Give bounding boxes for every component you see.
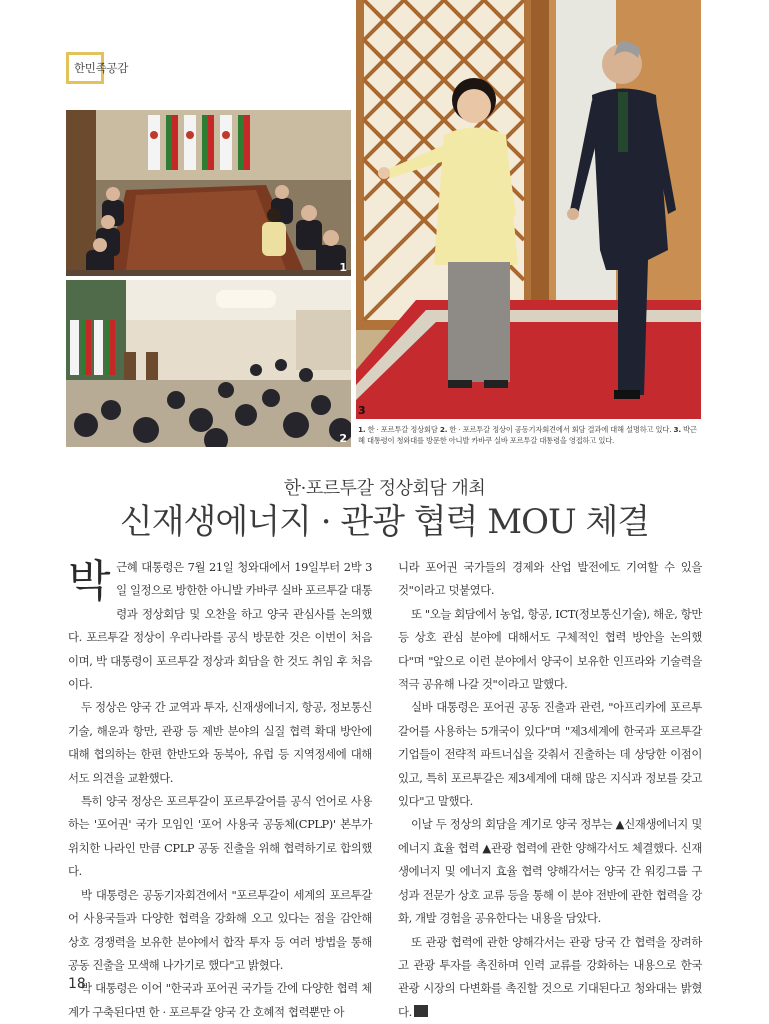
paragraph: 박 대통령은 이어 "한국과 포어권 국가들 간에 다양한 협력 체계가 구축된다면 한 · 포르투갈 양국 간 호혜적 협력뿐만 아 [68, 981, 372, 1019]
paragraph: 또 "오늘 회담에서 농업, 항공, ICT(정보통신기술), 해운, 항만 등 상호 관심 분야에 대해서도 구체적인 협력 방안을 논의했다"며 "앞으로 이런 분야에서 양국이 보유한 인프라와 기술력을 적극 공유해 나갈 것"이라고 말했다. [398, 606, 702, 692]
caption-1-text: 한 · 포르투갈 정상회담 [367, 425, 438, 434]
page-number: 18 [68, 976, 86, 992]
end-mark-icon [414, 1005, 428, 1017]
paragraph: 특히 양국 정상은 포르투갈이 포르투갈어를 공식 언어로 사용하는 '포어권' 국가 모임인 '포어 사용국 공동체(CPLP)' 본부가 위치한 나라인 만큼 CPLP 공동 진출을 위해 협력하기로 합의했다. [68, 794, 372, 879]
section-tag: 한민족공감 [74, 61, 129, 75]
paragraph: 실바 대통령은 포어권 공동 진출과 관련, "아프리카에 포르투갈어를 사용하는 5개국이 있다"며 "제3세계에 한국과 포르투갈 기업들이 전략적 파트너십을 갖춰서 진출하는 데 상당한 이점이 있고, 특히 포르투갈은 제3세계에 대해 많은 지식과 정보를 갖고 있다"고 말했다. [398, 700, 702, 809]
caption-2-text: 한 · 포르투갈 정상이 공동기자회견에서 회담 결과에 대해 설명하고 있다. [449, 425, 672, 434]
photo-2-number: 2 [339, 432, 347, 445]
paragraph: 니라 포어권 국가들의 경제와 산업 발전에도 기여할 수 있을 것"이라고 덧붙였다. [398, 560, 702, 598]
article-kicker: 한·포르투갈 정상회담 개최 [283, 478, 486, 499]
photo-summit-meeting [66, 110, 351, 276]
caption-2-number: 2. [439, 425, 448, 434]
paragraph: 두 정상은 양국 간 교역과 투자, 신재생에너지, 항공, 정보통신기술, 해운과 항만, 관광 등 제반 분야의 실질 협력 확대 방안에 대해 협의하는 한편 한반도와 동북아, 유럽 등 지역정세에 대해서도 의견을 교환했다. [68, 700, 372, 785]
paragraph: 박근혜 대통령은 7월 21일 청와대에서 19일부터 2박 3일 일정으로 방한한 아니발 카바쿠 실바 포르투갈 대통령과 정상회담 및 오찬을 하고 양국 관심사를 논의했다. 포르투갈 정상이 우리나라를 공식 방문한 것은 이번이 처음이며, 박 대통령이 포르투갈 정상과 회담을 한 것도 취임 후 처음이다. [68, 556, 372, 692]
caption-3-text: 박근혜 대통령이 청와대를 방문한 아니발 카바쿠 실바 포르투갈 대통령을 영접하고 있다. [358, 425, 697, 445]
photo-3-number: 3 [358, 404, 366, 417]
photo-caption [358, 424, 703, 446]
drop-cap: 박 [68, 556, 111, 607]
photo-1-number: 1 [339, 261, 347, 274]
caption-3-number: 3. [673, 425, 681, 434]
article-column-right [398, 556, 702, 1024]
paragraph: 박 대통령은 공동기자회견에서 "포르투갈이 세계의 포르투갈어 사용국들과 다양한 협력을 강화해 오고 있다는 점을 감안해 상호 경쟁력을 보유한 분야에서 합작 투자 등 여러 방법을 통해 공동 진출을 모색해 나가기로 했다"고 밝혔다. [68, 887, 372, 972]
photo-press-conference [66, 280, 351, 447]
paragraph: 또 관광 협력에 관한 양해각서는 관광 당국 간 협력을 장려하고 관광 투자를 촉진하며 인력 교류를 강화하는 내용으로 한국 관광 시장의 다변화를 촉진할 것으로 기대된다고 청와대는 밝혔다. [398, 934, 702, 1019]
caption-1-number: 1. [358, 425, 366, 434]
article-headline: 신재생에너지 · 관광 협력 MOU 체결 [119, 502, 650, 542]
photo-welcome-reception [356, 0, 701, 419]
paragraph: 이날 두 정상의 회담을 계기로 양국 정부는 ▲신재생에너지 및 에너지 효율 협력 ▲관광 협력에 관한 양해각서도 체결했다. 신재생에너지 및 에너지 효율 협력 양해각서는 양국 간 워킹그룹 구성과 전문가 상호 교류 등을 통해 이 분야 전반에 관한 협력을 강화, 개발 경험을 공유한다는 내용을 담았다. [398, 817, 702, 926]
article-column-left [68, 556, 372, 1024]
